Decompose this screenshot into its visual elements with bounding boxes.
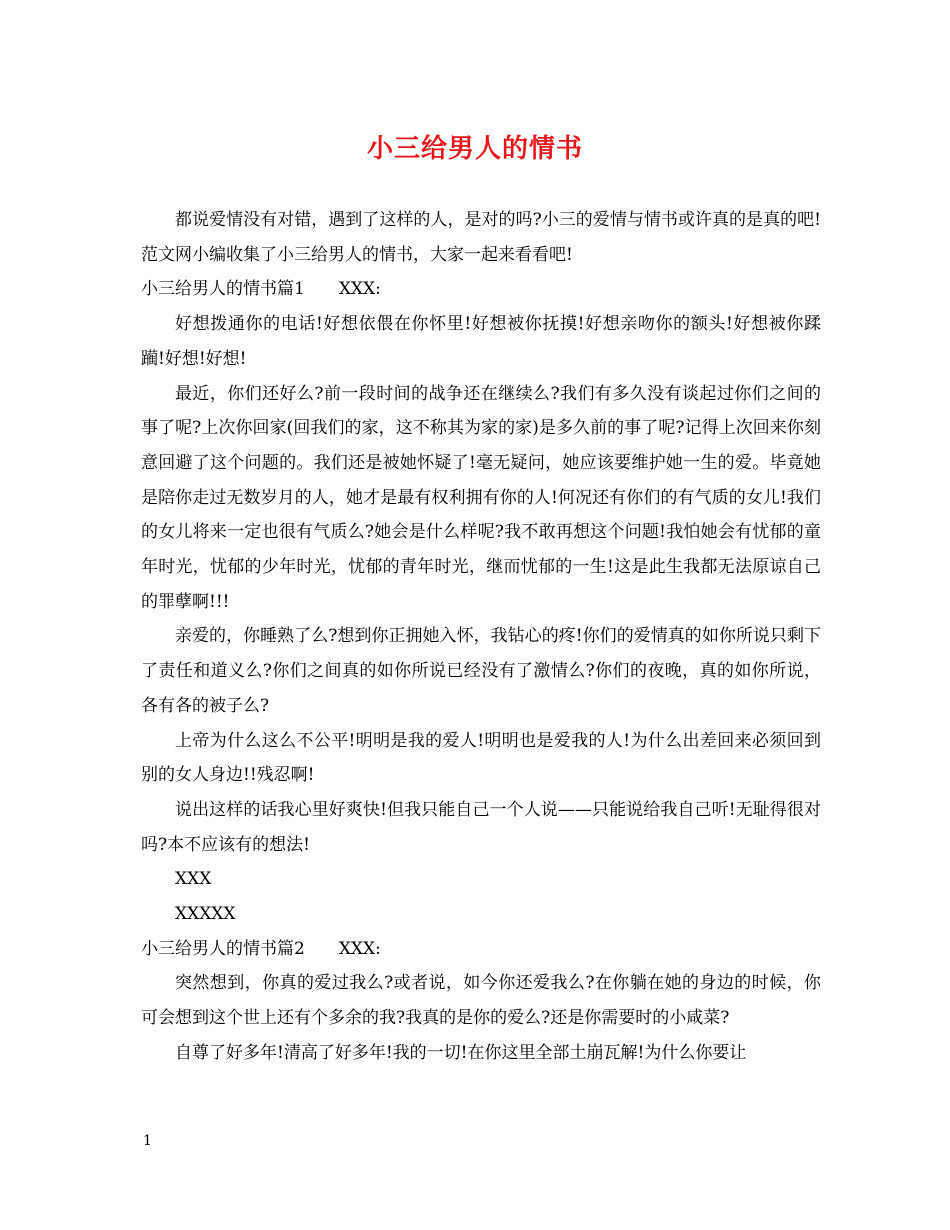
letter-1-paragraph: 上帝为什么这么不公平!明明是我的爱人!明明也是爱我的人!为什么出差回来必须回到别的女人身边!!残忍啊! — [141, 730, 821, 786]
letter-2-heading: 小三给男人的情书篇2 XXX: — [141, 938, 381, 959]
letter-1-signature: XXX — [175, 869, 212, 890]
letter-1-paragraph: 亲爱的，你睡熟了么?想到你正拥她入怀，我钻心的疼!你们的爱情真的如你所说只剩下了责任和道义么?你们之间真的如你所说已经没有了激情么?你们的夜晚，真的如你所说，各有各的被子么? — [141, 626, 821, 716]
page-number: 1 — [143, 1133, 152, 1149]
intro-paragraph: 都说爱情没有对错，遇到了这样的人，是对的吗?小三的爱情与情书或许真的是真的吧!范文网小编收集了小三给男人的情书，大家一起来看看吧! — [141, 210, 821, 265]
letter-2-paragraph: 自尊了好多年!清高了好多年!我的一切!在你这里全部土崩瓦解!为什么你要让 — [175, 1042, 747, 1063]
letter-1-signature-secondary: XXXXX — [175, 904, 236, 925]
document-body — [141, 203, 821, 1071]
letter-1-heading: 小三给男人的情书篇1 XXX: — [141, 279, 381, 300]
letter-1-paragraph: 说出这样的话我心里好爽快!但我只能自己一个人说——只能说给我自己听!无耻得很对吗?本不应该有的想法! — [141, 799, 821, 855]
letter-1-paragraph: 最近，你们还好么?前一段时间的战争还在继续么?我们有多久没有谈起过你们之间的事了呢?上次你回家(回我们的家，这不称其为家的家)是多久前的事了呢?记得上次回来你刻意回避了这个问题的。我们还是被她怀疑了!毫无疑问，她应该要维护她一生的爱。毕竟她是陪你走过无数岁月的人，她才是最有权利拥有你的人!何况还有你们的有气质的女儿!我们的女儿将来一定也很有气质么?她会是什么样呢?我不敢再想这个问题!我怕她会有忧郁的童年时光，忧郁的少年时光，忧郁的青年时光，继而忧郁的一生!这是此生我都无法原谅自己的罪孽啊!!! — [141, 383, 821, 612]
letter-1-paragraph: 好想拨通你的电话!好想依偎在你怀里!好想被你抚摸!好想亲吻你的额头!好想被你蹂躏!好想!好想! — [141, 314, 821, 369]
document-title: 小三给男人的情书 — [366, 134, 583, 164]
letter-2-paragraph: 突然想到，你真的爱过我么?或者说，如今你还爱我么?在你躺在她的身边的时候，你可会想到这个世上还有个多余的我?我真的是你的爱么?还是你需要时的小咸菜? — [141, 973, 821, 1029]
